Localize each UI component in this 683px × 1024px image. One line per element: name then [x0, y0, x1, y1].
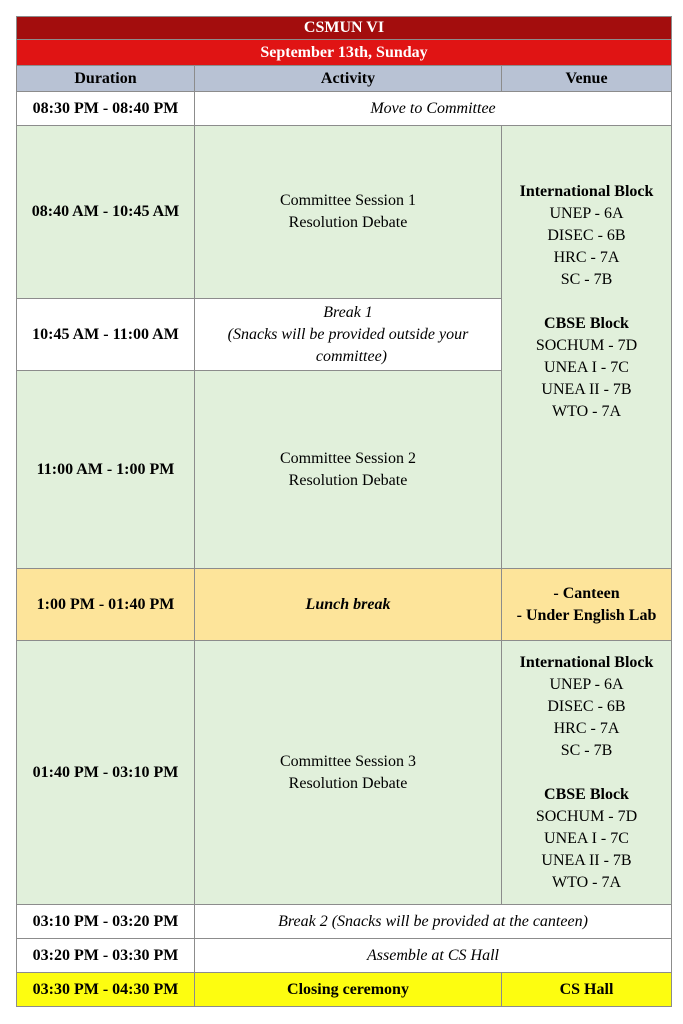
header-duration: Duration: [17, 66, 195, 92]
event-date: September 13th, Sunday: [17, 40, 672, 66]
table-row: [17, 641, 672, 905]
spacer: [506, 423, 667, 513]
activity-line: (Snacks will be provided outside your: [227, 325, 469, 343]
header-row: [17, 66, 672, 92]
venue-item: SOCHUM - 7D: [535, 807, 638, 825]
date-row: [17, 40, 672, 66]
schedule-table: [16, 16, 672, 1007]
venue-cell-afternoon: [502, 641, 672, 905]
activity-line: Resolution Debate: [288, 471, 408, 489]
table-row: [17, 92, 672, 126]
row-activity: Move to Committee: [195, 92, 672, 126]
row-venue: CS Hall: [502, 973, 672, 1007]
spacer: [506, 291, 667, 313]
venue-line: - Under English Lab: [516, 606, 657, 624]
venue-cell-morning: [502, 126, 672, 569]
cbse-block-heading: CBSE Block: [544, 785, 629, 803]
venue-item: UNEA II - 7B: [541, 381, 632, 398]
activity-line: Resolution Debate: [288, 214, 408, 231]
venue-item: SC - 7B: [560, 271, 613, 288]
row-activity: [195, 126, 502, 299]
venue-item: WTO - 7A: [551, 873, 622, 891]
row-duration: 03:10 PM - 03:20 PM: [17, 905, 195, 939]
spacer: [506, 762, 667, 784]
row-duration: 03:20 PM - 03:30 PM: [17, 939, 195, 973]
table-row: [17, 126, 672, 299]
venue-line: - Canteen: [553, 584, 620, 602]
venue-item: HRC - 7A: [553, 719, 620, 737]
venue-item: DISEC - 6B: [547, 227, 626, 244]
international-block-heading: International Block: [519, 653, 654, 671]
row-activity: [195, 371, 502, 569]
venue-item: UNEP - 6A: [549, 205, 624, 222]
venue-item: UNEA I - 7C: [544, 829, 629, 847]
row-activity: Lunch break: [195, 569, 502, 641]
table-row: [17, 569, 672, 641]
activity-line: committee): [315, 347, 387, 365]
table-row: [17, 973, 672, 1007]
activity-line: Committee Session 1: [280, 192, 416, 209]
venue-item: SOCHUM - 7D: [535, 337, 638, 354]
row-duration: 08:30 PM - 08:40 PM: [17, 92, 195, 126]
title-row: [17, 17, 672, 40]
activity-line: Break 1: [323, 303, 373, 321]
row-activity: Assemble at CS Hall: [195, 939, 672, 973]
international-block-heading: International Block: [519, 183, 654, 200]
activity-line: Committee Session 3: [280, 752, 416, 770]
row-duration: 03:30 PM - 04:30 PM: [17, 973, 195, 1007]
row-duration: 08:40 AM - 10:45 AM: [17, 126, 195, 299]
activity-line: Committee Session 2: [280, 449, 416, 467]
header-activity: Activity: [195, 66, 502, 92]
row-activity: Closing ceremony: [195, 973, 502, 1007]
header-venue: Venue: [502, 66, 672, 92]
table-row: [17, 905, 672, 939]
row-duration: 1:00 PM - 01:40 PM: [17, 569, 195, 641]
venue-item: UNEP - 6A: [549, 675, 624, 693]
row-activity: Break 2 (Snacks will be provided at the canteen): [195, 905, 672, 939]
venue-item: DISEC - 6B: [547, 697, 626, 715]
venue-item: UNEA II - 7B: [541, 851, 632, 869]
venue-item: UNEA I - 7C: [544, 359, 629, 376]
row-venue: [502, 569, 672, 641]
table-row: [17, 939, 672, 973]
row-duration: 11:00 AM - 1:00 PM: [17, 371, 195, 569]
venue-item: WTO - 7A: [551, 403, 622, 420]
row-activity: [195, 641, 502, 905]
venue-item: SC - 7B: [560, 741, 613, 759]
cbse-block-heading: CBSE Block: [544, 315, 629, 332]
venue-item: HRC - 7A: [553, 249, 620, 266]
row-activity: [195, 299, 502, 371]
event-title: CSMUN VI: [17, 17, 672, 40]
row-duration: 01:40 PM - 03:10 PM: [17, 641, 195, 905]
row-duration: 10:45 AM - 11:00 AM: [17, 299, 195, 371]
activity-line: Resolution Debate: [288, 774, 408, 792]
